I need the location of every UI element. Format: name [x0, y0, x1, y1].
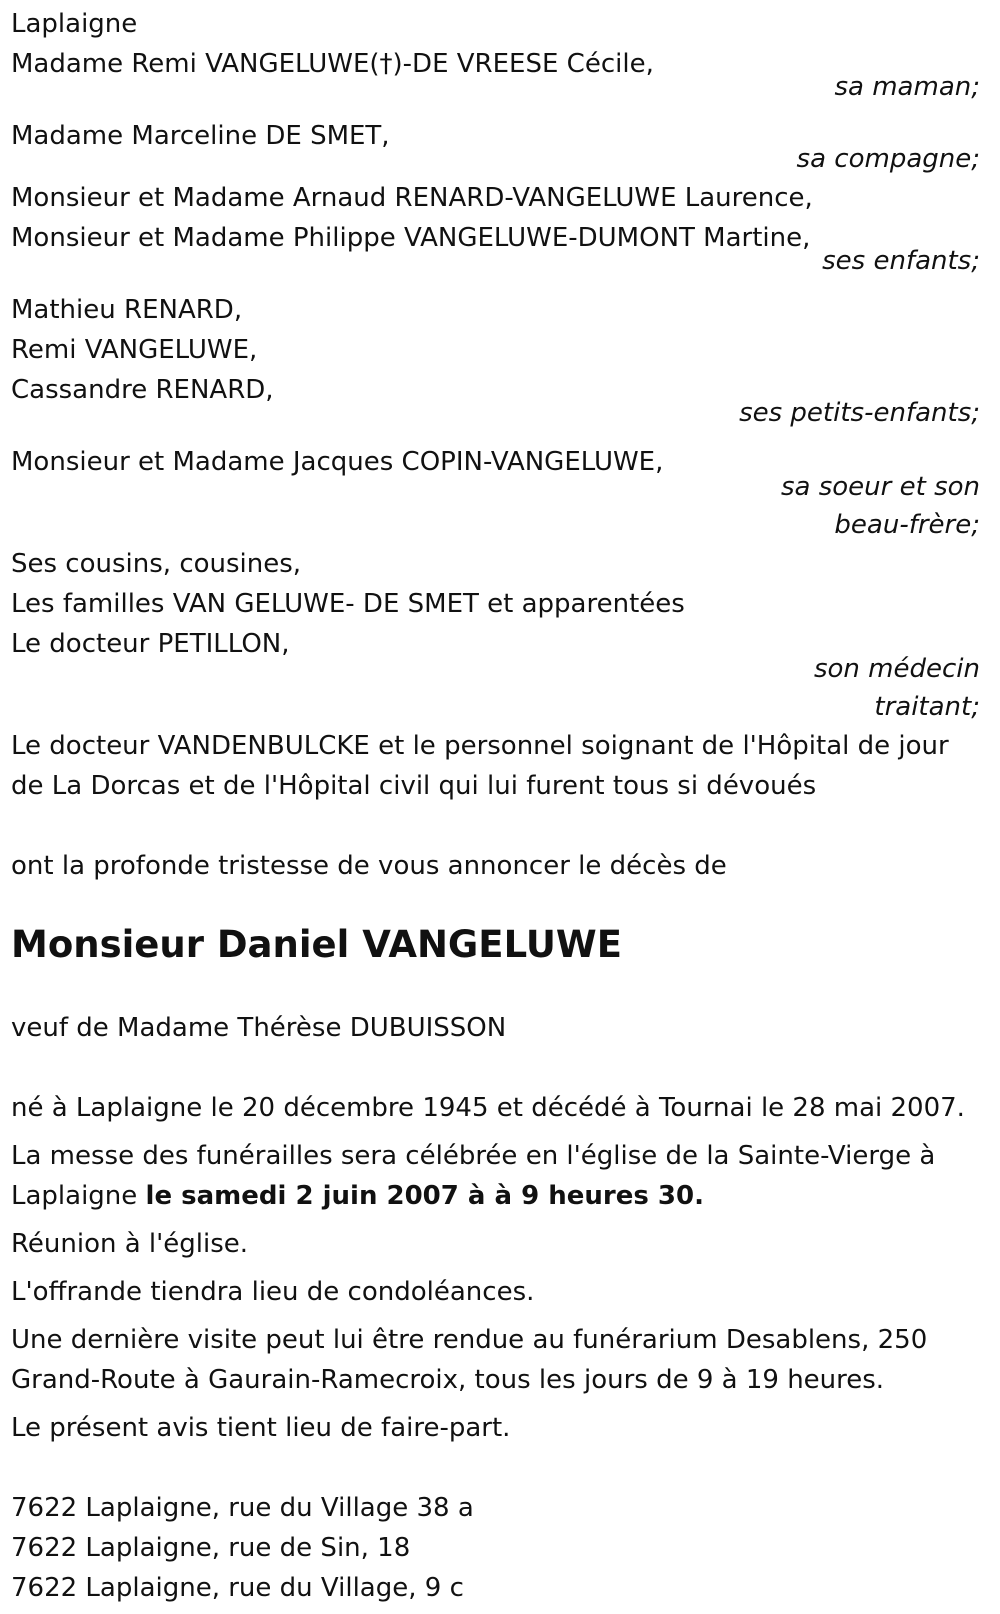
doctor-role: son médecin: [813, 654, 980, 684]
children-role: ses enfants;: [822, 246, 980, 276]
notice-line: Le présent avis tient lieu de faire-part.: [11, 1413, 511, 1443]
offering-line: L'offrande tiendra lieu de condoléances.: [11, 1277, 535, 1307]
address-line: 7622 Laplaigne, rue du Village, 9 c: [11, 1573, 464, 1603]
mother-line: Madame Remi VANGELUWE(†)-DE VREESE Cécile,: [11, 49, 654, 79]
child-line: Monsieur et Madame Philippe VANGELUWE-DUMONT Martine,: [11, 223, 811, 253]
meeting-line: Réunion à l'église.: [11, 1229, 249, 1259]
funeral-date: le samedi 2 juin 2007 à à 9 heures 30.: [145, 1181, 704, 1211]
visit-paragraph: Une dernière visite peut lui être rendue au funérarium Desablens, 250 Grand-Route à Gaurain-Ramecroix, tous les jours de 9 à 19 heures.: [11, 1325, 928, 1395]
sister-line: Monsieur et Madame Jacques COPIN-VANGELUWE,: [11, 447, 664, 477]
funeral-paragraph: [11, 1136, 980, 1216]
partner-line: Madame Marceline DE SMET,: [11, 121, 390, 151]
grandchild-line: Remi VANGELUWE,: [11, 335, 258, 365]
address-line: 7622 Laplaigne, rue de Sin, 18: [11, 1533, 411, 1563]
announcement-line: ont la profonde tristesse de vous annoncer le décès de: [11, 851, 727, 881]
grandchild-line: Cassandre RENARD,: [11, 375, 274, 405]
cousins-line: Ses cousins, cousines,: [11, 549, 302, 579]
families-line: Les familles VAN GELUWE- DE SMET et apparentées: [11, 589, 685, 619]
village-line: Laplaigne: [11, 9, 138, 39]
deceased-name: Monsieur Daniel VANGELUWE: [11, 923, 622, 966]
child-line: Monsieur et Madame Arnaud RENARD-VANGELUWE Laurence,: [11, 183, 813, 213]
grandchildren-role: ses petits-enfants;: [739, 398, 980, 428]
staff-line: de La Dorcas et de l'Hôpital civil qui lui furent tous si dévoués: [11, 771, 817, 801]
address-line: 7622 Laplaigne, rue du Village 38 a: [11, 1493, 474, 1523]
staff-line: Le docteur VANDENBULCKE et le personnel soignant de l'Hôpital de jour: [11, 731, 949, 761]
sister-role-cont: beau-frère;: [834, 510, 980, 540]
funeral-text: La messe des funérailles sera célébrée en l'église de la Sainte-Vierge à Laplaigne: [11, 1141, 936, 1211]
mother-role: sa maman;: [834, 72, 980, 102]
birth-death-line: né à Laplaigne le 20 décembre 1945 et décédé à Tournai le 28 mai 2007.: [11, 1093, 965, 1123]
grandchild-line: Mathieu RENARD,: [11, 295, 243, 325]
sister-role: sa soeur et son: [780, 472, 980, 502]
doctor-role-cont: traitant;: [874, 692, 980, 722]
doctor-line: Le docteur PETILLON,: [11, 629, 290, 659]
widower-line: veuf de Madame Thérèse DUBUISSON: [11, 1013, 507, 1043]
partner-role: sa compagne;: [796, 144, 980, 174]
